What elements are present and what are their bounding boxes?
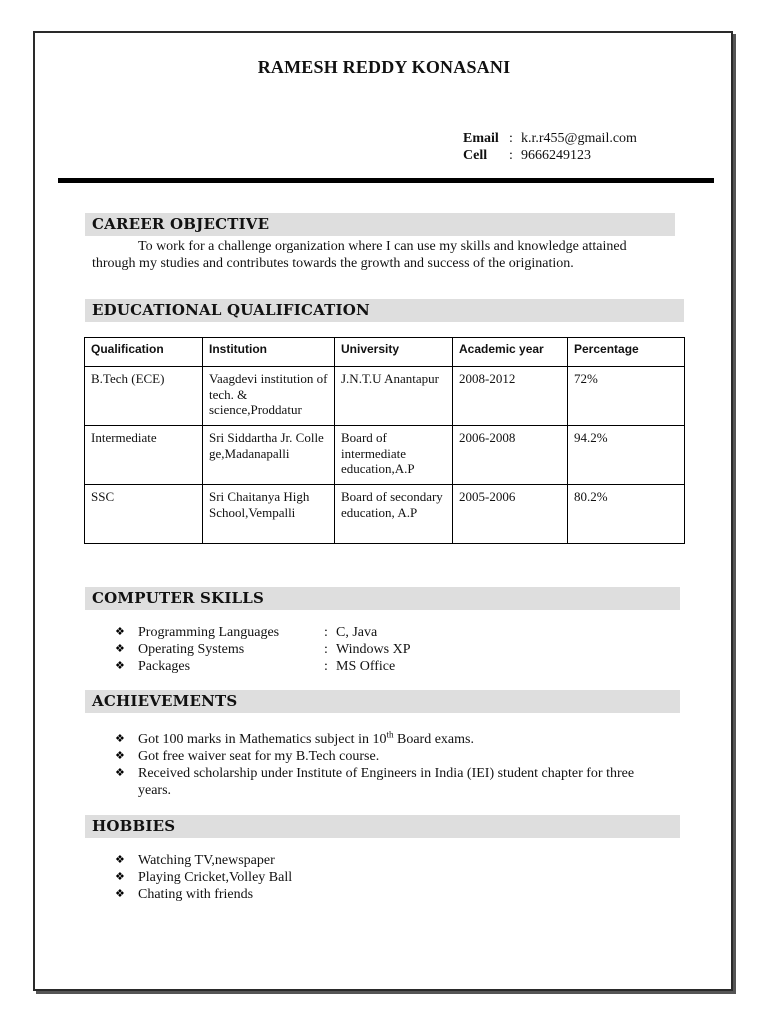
bullet-icon: ❖	[115, 626, 125, 638]
career-objective-body: To work for a challenge organization where I can use my skills and knowledge attained through my studies and contributes towards the growth and success of the origination.	[92, 239, 627, 271]
computer-skills-list	[115, 624, 411, 675]
bullet-icon: ❖	[115, 888, 125, 900]
table-cell: B.Tech (ECE)	[85, 367, 203, 426]
hobbies-heading: HOBBIES	[85, 815, 680, 838]
list-item: ❖ Watching TV,newspaper	[115, 853, 275, 868]
table-cell: 2008-2012	[453, 367, 568, 426]
column-header: Percentage	[568, 338, 685, 367]
bullet-icon: ❖	[115, 660, 125, 672]
list-item: ❖ Programming Languages : C, Java	[115, 625, 378, 640]
table-cell: SSC	[85, 485, 203, 544]
table-cell: Intermediate	[85, 426, 203, 485]
table-cell: 2005-2006	[453, 485, 568, 544]
table-row	[85, 426, 685, 485]
cell-label: Cell	[463, 148, 488, 163]
cell-line	[463, 148, 591, 164]
list-item: ❖ Got 100 marks in Mathematics subject in 10th Board exams.	[115, 729, 474, 747]
candidate-name: RAMESH REDDY KONASANI	[257, 57, 511, 77]
list-item: ❖ Got free waiver seat for my B.Tech course.	[115, 749, 380, 764]
bullet-icon: ❖	[115, 767, 125, 779]
column-header: University	[335, 338, 453, 367]
table-cell: 80.2%	[568, 485, 685, 544]
table-cell: 72%	[568, 367, 685, 426]
list-item: ❖ Packages : MS Office	[115, 659, 396, 674]
table-cell: 94.2%	[568, 426, 685, 485]
list-item: ❖ Received scholarship under Institute of Engineers in India (IEI) student chapter for three years.	[115, 766, 635, 798]
email-separator: :	[509, 131, 513, 146]
cell-separator: :	[509, 148, 513, 163]
header-divider	[58, 178, 714, 183]
list-item: ❖ Playing Cricket,Volley Ball	[115, 870, 293, 885]
career-objective-text	[92, 238, 637, 272]
column-header: Qualification	[85, 338, 203, 367]
table-cell: Board of secondary education, A.P	[335, 485, 453, 544]
column-header: Institution	[203, 338, 335, 367]
bullet-icon: ❖	[115, 871, 125, 883]
table-cell: 2006-2008	[453, 426, 568, 485]
table-cell: Vaagdevi institution of tech. & science,Proddatur	[203, 367, 335, 426]
education-table	[84, 337, 685, 544]
career-objective-heading: CAREER OBJECTIVE	[85, 213, 675, 236]
bullet-icon: ❖	[115, 643, 125, 655]
list-item: ❖ Chating with friends	[115, 887, 254, 902]
bullet-icon: ❖	[115, 733, 125, 745]
achievements-heading: ACHIEVEMENTS	[85, 690, 680, 713]
email-value: k.r.r455@gmail.com	[521, 131, 637, 146]
education-heading: EDUCATIONAL QUALIFICATION	[85, 299, 684, 322]
table-cell: Sri Chaitanya High School,Vempalli	[203, 485, 335, 544]
list-item: ❖ Operating Systems : Windows XP	[115, 642, 411, 657]
table-header-row	[85, 338, 685, 367]
cell-value: 9666249123	[521, 148, 591, 163]
achievements-list	[115, 731, 655, 799]
table-cell: J.N.T.U Anantapur	[335, 367, 453, 426]
computer-skills-heading: COMPUTER SKILLS	[85, 587, 680, 610]
table-cell: Sri Siddartha Jr. College,Madanapalli	[203, 426, 335, 485]
hobbies-list	[115, 852, 292, 903]
bullet-icon: ❖	[115, 854, 125, 866]
email-label: Email	[463, 131, 499, 146]
column-header: Academic year	[453, 338, 568, 367]
table-cell: Board of intermediate education,A.P	[335, 426, 453, 485]
bullet-icon: ❖	[115, 750, 125, 762]
email-line	[463, 131, 637, 147]
table-row	[85, 485, 685, 544]
table-row	[85, 367, 685, 426]
